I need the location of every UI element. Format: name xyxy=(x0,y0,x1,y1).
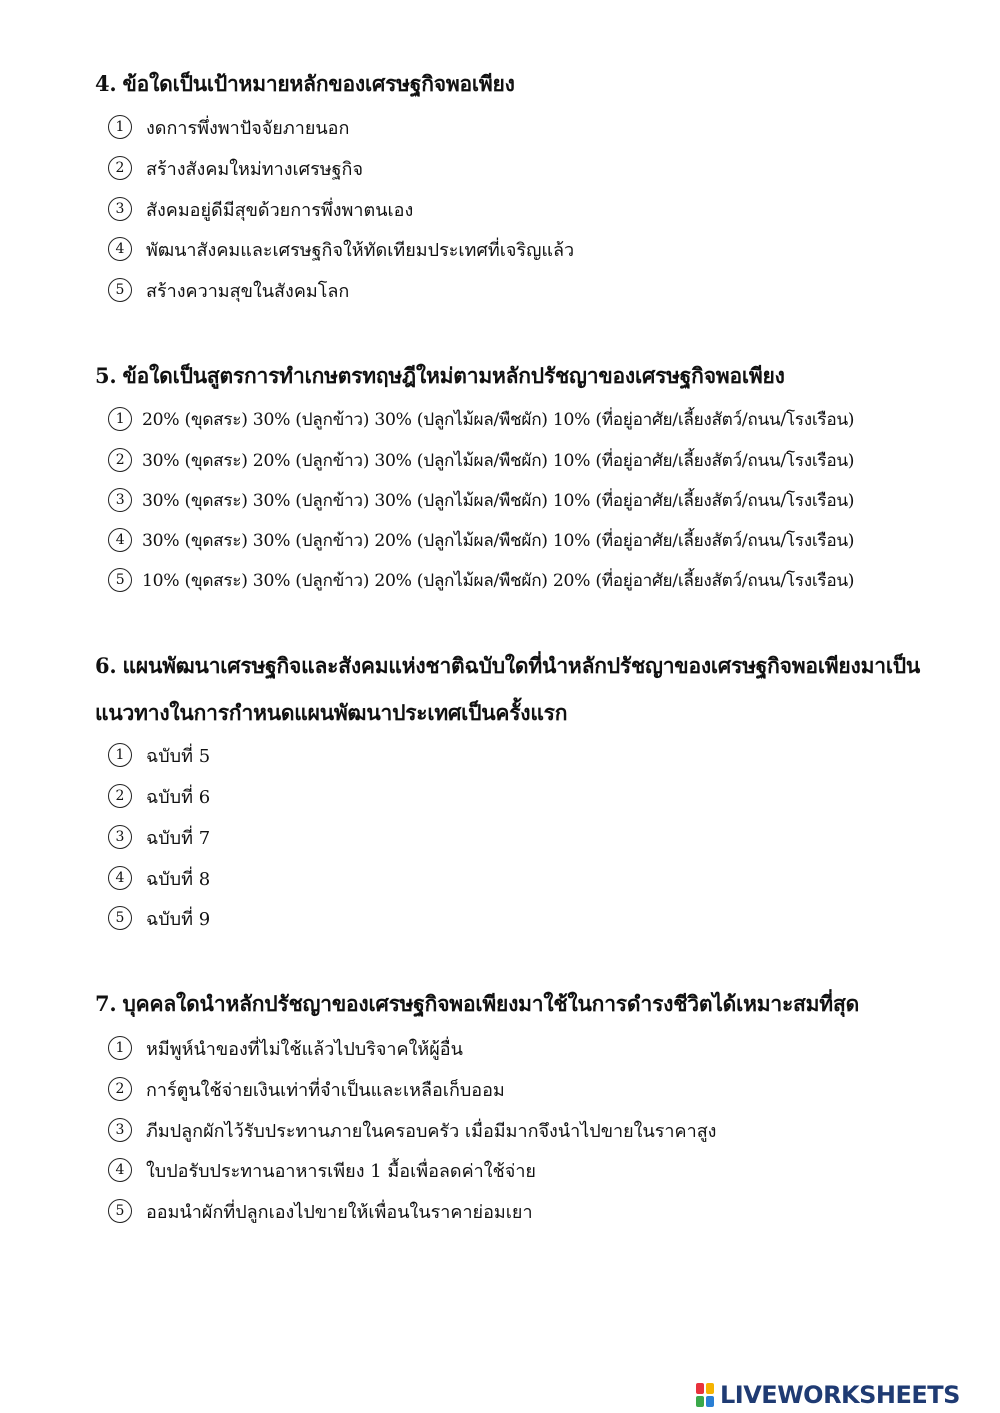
option-text: 10% (ขุดสระ) 30% (ปลูกข้าว) 20% (ปลูกไม้ผล/พืชผัก) 20% (ที่อยู่อาศัย/เลี้ยงสัตว์/ถนน/โรงเรือน) xyxy=(142,571,855,591)
option-circle[interactable]: 1 xyxy=(108,1036,132,1060)
option-text: พัฒนาสังคมและเศรษฐกิจให้ทัดเทียมประเทศที่เจริญแล้ว xyxy=(146,239,575,261)
question-number: 5. xyxy=(95,363,117,388)
option-3[interactable] xyxy=(108,485,854,515)
option-circle[interactable]: 2 xyxy=(108,156,132,180)
option-text: สังคมอยู่ดีมีสุขด้วยการพึ่งพาตนเอง xyxy=(146,199,414,221)
option-circle[interactable]: 5 xyxy=(108,568,132,592)
question-text: บุคคลใดนำหลักปรัชญาของเศรษฐกิจพอเพียงมาใช้ในการดำรงชีวิตได้เหมาะสมที่สุด xyxy=(122,991,860,1016)
option-circle[interactable]: 4 xyxy=(108,528,132,552)
option-text: สร้างความสุขในสังคมโลก xyxy=(146,280,350,302)
option-text: หมีพูห์นำของที่ไม่ใช้แล้วไปบริจาคให้ผู้อื่น xyxy=(146,1038,463,1060)
option-circle[interactable]: 2 xyxy=(108,784,132,808)
option-3[interactable] xyxy=(108,1115,716,1145)
option-3[interactable] xyxy=(108,194,413,224)
option-4[interactable] xyxy=(108,1155,536,1185)
option-5[interactable] xyxy=(108,565,854,595)
option-text: 30% (ขุดสระ) 30% (ปลูกข้าว) 20% (ปลูกไม้ผล/พืชผัก) 10% (ที่อยู่อาศัย/เลี้ยงสัตว์/ถนน/โรงเรือน) xyxy=(142,531,855,551)
question-title-line2 xyxy=(95,689,975,737)
question-text: ข้อใดเป็นเป้าหมายหลักของเศรษฐกิจพอเพียง xyxy=(122,71,515,96)
option-text: ภีมปลูกผักไว้รับประทานภายในครอบครัว เมื่อมีมากจึงนำไปขายในราคาสูง xyxy=(146,1120,717,1142)
option-circle[interactable]: 5 xyxy=(108,1199,132,1223)
option-circle[interactable]: 3 xyxy=(108,1118,132,1142)
option-text: ฉบับที่ 5 xyxy=(146,745,211,767)
question-title xyxy=(95,642,975,690)
question-number: 7. xyxy=(95,991,117,1016)
question-text-line2: แนวทางในการกำหนดแผนพัฒนาประเทศเป็นครั้งแรก xyxy=(95,700,568,725)
question-title xyxy=(95,980,975,1028)
option-4[interactable] xyxy=(108,525,854,555)
question-text: แผนพัฒนาเศรษฐกิจและสังคมแห่งชาติฉบับใดที่นำหลักปรัชญาของเศรษฐกิจพอเพียงมาเป็น xyxy=(122,653,921,678)
option-5[interactable] xyxy=(108,1196,533,1226)
option-text: 20% (ขุดสระ) 30% (ปลูกข้าว) 30% (ปลูกไม้ผล/พืชผัก) 10% (ที่อยู่อาศัย/เลี้ยงสัตว์/ถนน/โรงเรือน) xyxy=(142,410,855,430)
option-2[interactable] xyxy=(108,153,363,183)
liveworksheets-logo-icon xyxy=(696,1382,716,1408)
option-2[interactable] xyxy=(108,781,210,811)
option-5[interactable] xyxy=(108,275,349,305)
option-circle[interactable]: 5 xyxy=(108,278,132,302)
option-circle[interactable]: 5 xyxy=(108,906,132,930)
option-1[interactable] xyxy=(108,1033,463,1063)
option-text: ฉบับที่ 8 xyxy=(146,868,211,890)
option-text: ฉบับที่ 6 xyxy=(146,786,211,808)
option-2[interactable] xyxy=(108,445,854,475)
option-circle[interactable]: 1 xyxy=(108,743,132,767)
brand-name: LIVEWORKSHEETS xyxy=(720,1381,960,1409)
option-text: งดการพึ่งพาปัจจัยภายนอก xyxy=(146,117,350,139)
option-circle[interactable]: 3 xyxy=(108,197,132,221)
option-5[interactable] xyxy=(108,903,210,933)
option-text: ใบปอรับประทานอาหารเพียง 1 มื้อเพื่อลดค่าใช้จ่าย xyxy=(146,1160,536,1182)
option-1[interactable] xyxy=(108,112,349,142)
option-4[interactable] xyxy=(108,234,574,264)
option-circle[interactable]: 4 xyxy=(108,866,132,890)
option-text: สร้างสังคมใหม่ทางเศรษฐกิจ xyxy=(146,158,364,180)
question-title xyxy=(95,352,975,400)
option-circle[interactable]: 2 xyxy=(108,1077,132,1101)
option-1[interactable] xyxy=(108,740,210,770)
option-circle[interactable]: 3 xyxy=(108,825,132,849)
option-circle[interactable]: 4 xyxy=(108,237,132,261)
option-circle[interactable]: 4 xyxy=(108,1158,132,1182)
option-text: 30% (ขุดสระ) 20% (ปลูกข้าว) 30% (ปลูกไม้ผล/พืชผัก) 10% (ที่อยู่อาศัย/เลี้ยงสัตว์/ถนน/โรงเรือน) xyxy=(142,451,855,471)
option-circle[interactable]: 2 xyxy=(108,448,132,472)
question-text: ข้อใดเป็นสูตรการทำเกษตรทฤษฎีใหม่ตามหลักปรัชญาของเศรษฐกิจพอเพียง xyxy=(122,363,785,388)
question-number: 4. xyxy=(95,71,117,96)
option-text: ฉบับที่ 7 xyxy=(146,827,211,849)
option-4[interactable] xyxy=(108,863,210,893)
question-title xyxy=(95,60,975,108)
option-text: 30% (ขุดสระ) 30% (ปลูกข้าว) 30% (ปลูกไม้ผล/พืชผัก) 10% (ที่อยู่อาศัย/เลี้ยงสัตว์/ถนน/โรงเรือน) xyxy=(142,491,855,511)
question-number: 6. xyxy=(95,653,117,678)
option-2[interactable] xyxy=(108,1074,505,1104)
option-circle[interactable]: 1 xyxy=(108,115,132,139)
option-3[interactable] xyxy=(108,822,210,852)
option-1[interactable] xyxy=(108,404,854,434)
option-text: การ์ตูนใช้จ่ายเงินเท่าที่จำเป็นและเหลือเก็บออม xyxy=(146,1079,505,1101)
option-text: ออมนำผักที่ปลูกเองไปขายให้เพื่อนในราคาย่อมเยา xyxy=(146,1201,533,1223)
liveworksheets-logo xyxy=(696,1378,960,1412)
option-text: ฉบับที่ 9 xyxy=(146,908,211,930)
option-circle[interactable]: 1 xyxy=(108,407,132,431)
option-circle[interactable]: 3 xyxy=(108,488,132,512)
